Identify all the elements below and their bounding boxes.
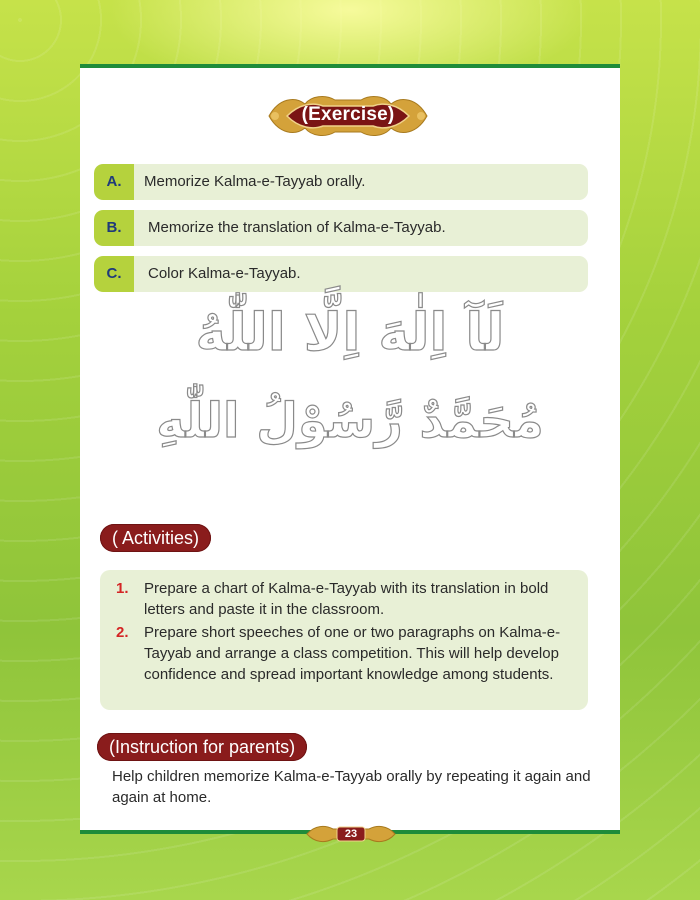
activities-box (100, 570, 588, 710)
exercise-item-letter: C. (94, 256, 134, 292)
activity-number: 1. (116, 580, 129, 597)
page-number: 23 (344, 828, 358, 840)
exercise-item-letter: B. (94, 210, 134, 246)
activities-heading: ( Activities) (100, 524, 211, 552)
parents-instruction-text: Help children memorize Kalma-e-Tayyab orally by repeating it again and again at home. (112, 768, 591, 806)
exercise-item-b (94, 210, 588, 246)
activity-text: Prepare short speeches of one or two paragraphs on Kalma-e-Tayyab and arrange a class competition. This will help develop confidence and spread important knowledge among students. (144, 624, 561, 683)
workbook-page (80, 64, 620, 834)
exercise-banner (265, 90, 431, 142)
parents-heading: (Instruction for parents) (97, 733, 307, 761)
exercise-item-a (94, 164, 588, 200)
kalma-line-2-outline[interactable]: مُحَمَّدٌ رَّسُوْلُ اللّٰهِ (156, 393, 544, 449)
exercise-title: (Exercise) (301, 104, 395, 125)
page-number-badge (305, 823, 397, 845)
exercise-item-text: Memorize Kalma-e-Tayyab orally. (144, 173, 366, 190)
exercise-item-text: Memorize the translation of Kalma-e-Tayyab. (148, 219, 446, 236)
exercise-item-c (94, 256, 588, 292)
exercise-item-letter: A. (94, 164, 134, 200)
activity-number: 2. (116, 624, 129, 641)
activity-text: Prepare a chart of Kalma-e-Tayyab with its translation in bold letters and paste it in the classroom. (144, 580, 549, 618)
exercise-item-text: Color Kalma-e-Tayyab. (148, 265, 301, 282)
kalma-line-1-outline[interactable]: لَآ اِلٰهَ اِلَّا اللّٰهُ (195, 303, 505, 363)
